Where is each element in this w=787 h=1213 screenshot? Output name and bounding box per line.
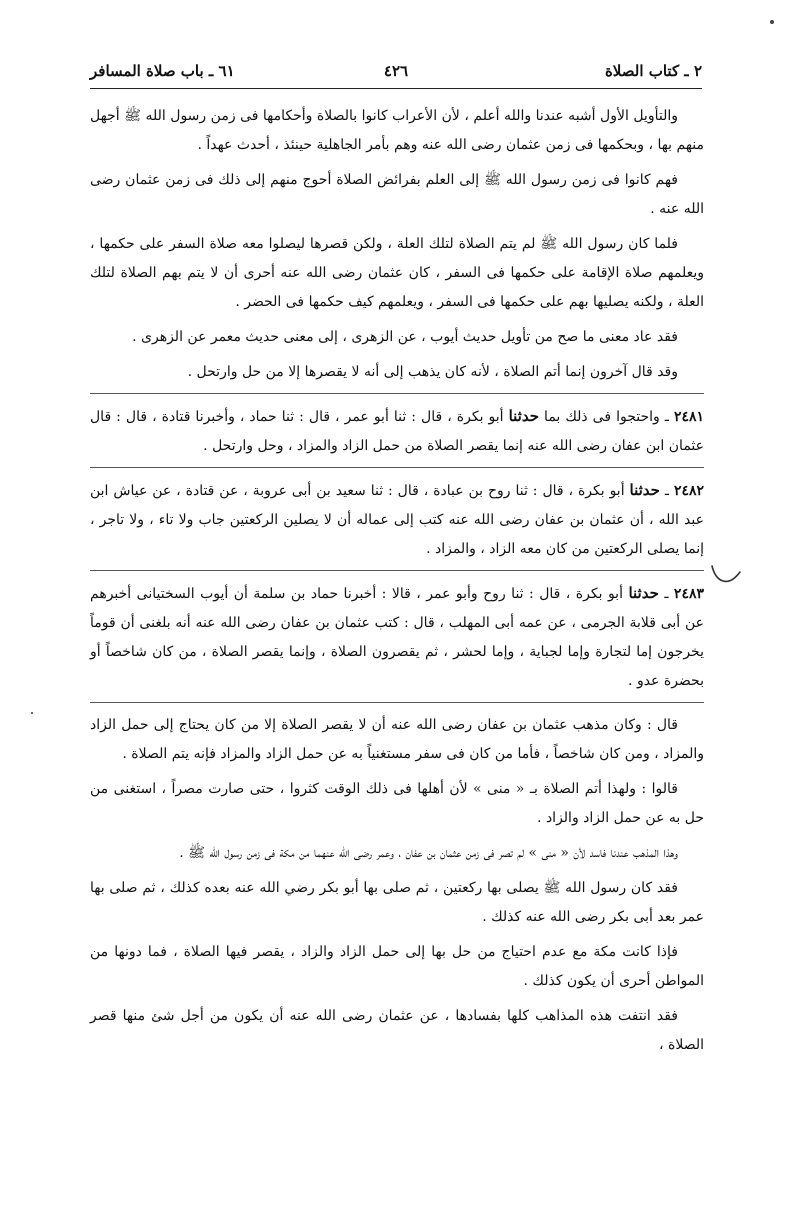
margin-speck <box>770 20 774 24</box>
hadith-number: ٢٤٨٣ <box>673 586 704 602</box>
hadith-prefix: ـ <box>664 483 669 499</box>
paragraph: فلما كان رسول الله ﷺ لم يتم الصلاة لتلك العلة ، ولكن قصرها ليصلوا معه صلاة السفر على حكمها ، ويعلمهم صلاة الإقامة على حكمها فى السفر ، كان عثمان رضى الله عنه أحرى أن لا يتم بهم الصلاة لتلك العلة ، ولكنه يصليها بهم على حكمها فى السفر ، ويعلمهم كيف حكمها فى الحضر . <box>90 236 704 310</box>
paragraph: وهذا المذهب عندنا فاسد لأن « منى » لم تصر فى زمن عثمان بن عفان ، وعمر رضى الله عنهما من مكة فى زمن رسول الله ﷺ . <box>179 845 678 861</box>
paragraph: فقد عاد معنى ما صح من تأويل حديث أيوب ، عن الزهرى ، إلى معنى حديث معمر عن الزهرى . <box>132 329 678 345</box>
margin-speck <box>31 712 33 714</box>
paragraph: فقد انتفت هذه المذاهب كلها بفسادها ، عن عثمان رضى الله عنه أن يكون من أجل شئ منها قصر الصلاة ، <box>90 1008 704 1053</box>
hadith-prefix: ـ <box>664 586 669 602</box>
hadith-number: ٢٤٨٢ <box>673 483 705 499</box>
page-number: ٤٢٦ <box>383 62 409 80</box>
hadith-2481 <box>90 402 704 461</box>
header-rule <box>90 88 702 89</box>
hadith-2482 <box>90 476 704 564</box>
page-body <box>90 102 704 1066</box>
section-title: ٦١ ـ باب صلاة المسافر <box>90 62 235 80</box>
chapter-title: ٢ ـ كتاب الصلاة <box>604 62 702 80</box>
paragraph: فهم كانوا فى زمن رسول الله ﷺ إلى العلم بفرائض الصلاة أحوج منهم إلى ذلك فى زمن عثمان رضى الله عنه . <box>90 172 704 217</box>
hadith-number: ٢٤٨١ <box>673 409 705 425</box>
section-divider <box>90 393 704 394</box>
paragraph: وقد قال آخرون إنما أتم الصلاة ، لأنه كان يذهب إلى أنه لا يقصرها إلا من حل وارتحل . <box>187 364 678 380</box>
section-divider <box>90 467 704 468</box>
section-divider <box>90 570 704 571</box>
hadith-text: أبو بكرة ، قال : ثنا أبو عمر ، قال : ثنا حماد ، وأخبرنا قتادة ، قال : قال عثمان ابن عفان رضى الله عنه إنما يقصر الصلاة من حمل الزاد والمزاد ، وحل وارتحل . <box>90 409 704 454</box>
paragraph: فإذا كانت مكة مع عدم احتياج من حل بها إلى حمل الزاد والزاد ، يقصر فيها الصلاة ، فما دونها من المواطن أحرى أن يكون كذلك . <box>90 944 704 989</box>
section-divider <box>90 702 704 703</box>
hadith-2483 <box>90 579 704 696</box>
paragraph: قالوا : ولهذا أتم الصلاة بـ « منى » لأن أهلها فى ذلك الوقت كثروا ، حتى صارت مصراً ، استغنى من حل به عن حمل الزاد والزاد . <box>90 781 704 826</box>
haddathana-word: حدثنا <box>629 481 660 499</box>
hadith-text: أبو بكرة ، قال : ثنا روح وأبو عمر ، قالا : أخبرنا حماد بن سلمة أن أيوب السختيانى أخبرهم عن أبى قلابة الجرمى ، عن عمه أبى المهلب ، قال : كتب عثمان بن عفان رضى الله عنه أنه بلغنى أن قوماً يخرجون إما لتجارة وإما لجباية ، وإما لحشر ، ثم يقصرون الصلاة ، وإنما يقصر الصلاة ، من كان شاخصاً أو بحضرة عدو . <box>90 586 704 689</box>
margin-pen-mark <box>710 562 742 592</box>
paragraph: قال : وكان مذهب عثمان بن عفان رضى الله عنه أن لا يقصر الصلاة إلا من كان يحتاج إلى حمل الزاد والمزاد ، ومن كان شاخصاً ، فأما من كان فى سفر مستغنياً به عن حمل الزاد والمزاد فإنه يتم الصلاة . <box>90 717 704 762</box>
haddathana-word: حدثنا <box>628 584 659 602</box>
paragraph: فقد كان رسول الله ﷺ يصلى بها ركعتين ، ثم صلى بها أبو بكر رضي الله عنه بعده كذلك ، ثم صلى بها عمر بعد أبى بكر رضى الله عنه كذلك . <box>90 880 704 925</box>
haddathana-word: حدثنا <box>508 407 539 425</box>
hadith-text: أبو بكرة ، قال : ثنا روح بن عبادة ، قال : ثنا سعيد بن أبى عروبة ، عن قتادة ، عن عياش ابن عبد الله ، أن عثمان بن عفان رضى الله عنه كتب إلى عماله أن لا يصلين الركعتين جاب ولا تاء ، ولا تاجر ، إنما يصلى الركعتين من كان معه الزاد ، والمزاد . <box>90 483 704 557</box>
paragraph: والتأويل الأول أشبه عندنا والله أعلم ، لأن الأعراب كانوا بالصلاة وأحكامها فى زمن رسول الله ﷺ أجهل منهم بها ، وبحكمها فى زمن عثمان رضى الله عنه وهم بأمر الجاهلية حينئذ ، أحدث عهداً . <box>90 108 704 153</box>
page-header <box>90 60 702 86</box>
hadith-prefix: ـ واحتجوا فى ذلك بما <box>544 409 669 425</box>
